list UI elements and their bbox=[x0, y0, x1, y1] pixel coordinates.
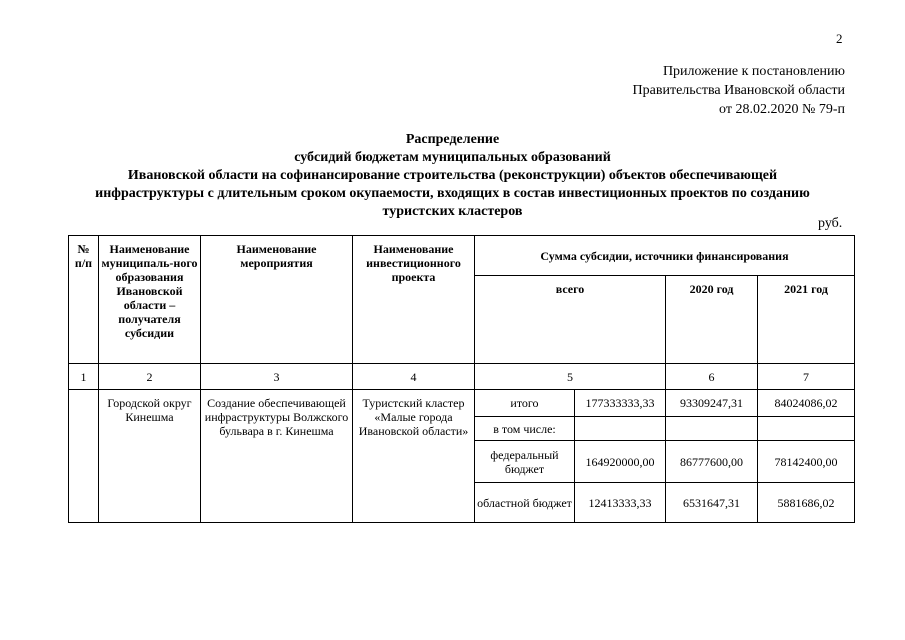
line-2020: 93309247,31 bbox=[666, 390, 758, 417]
column-number: 3 bbox=[201, 364, 353, 390]
column-number: 5 bbox=[475, 364, 666, 390]
appendix-block bbox=[633, 62, 845, 119]
line-label: в том числе: bbox=[475, 417, 575, 441]
header-project: Наименование инвестиционного проекта bbox=[353, 236, 475, 364]
subsidy-table bbox=[68, 235, 855, 523]
line-label: федеральный бюджет bbox=[475, 441, 575, 483]
header-row bbox=[69, 236, 855, 276]
appendix-line: от 28.02.2020 № 79-п bbox=[719, 102, 845, 117]
column-number: 7 bbox=[758, 364, 855, 390]
document-title bbox=[60, 131, 845, 221]
line-2020 bbox=[666, 417, 758, 441]
line-label: областной бюджет bbox=[475, 483, 575, 523]
table-row bbox=[69, 390, 855, 417]
municipality-cell: Городской округ Кинешма bbox=[99, 390, 201, 523]
title-line: туристских кластеров bbox=[382, 204, 523, 219]
line-total bbox=[575, 417, 666, 441]
header-total: всего bbox=[475, 276, 666, 364]
event-cell: Создание обеспечивающей инфраструктуры Волжского бульвара в г. Кинешма bbox=[201, 390, 353, 523]
line-2020: 86777600,00 bbox=[666, 441, 758, 483]
line-total: 12413333,33 bbox=[575, 483, 666, 523]
column-number: 6 bbox=[666, 364, 758, 390]
header-amount: Сумма субсидии, источники финансирования bbox=[475, 236, 855, 276]
title-line: инфраструктуры с длительным сроком окупаемости, входящих в состав инвестиционных проектов по созданию bbox=[95, 186, 810, 201]
page-number: 2 bbox=[836, 31, 843, 46]
line-2021: 78142400,00 bbox=[758, 441, 855, 483]
line-2021: 84024086,02 bbox=[758, 390, 855, 417]
currency-unit: руб. bbox=[818, 216, 843, 231]
title-line: Ивановской области на софинансирование строительства (реконструкции) объектов обеспечивающей bbox=[127, 168, 778, 183]
header-num: № п/п bbox=[69, 236, 99, 364]
column-number-row bbox=[69, 364, 855, 390]
appendix-line: Приложение к постановлению bbox=[662, 64, 845, 79]
title-line: Распределение bbox=[405, 132, 500, 147]
project-cell: Туристский кластер «Малые города Ивановской области» bbox=[353, 390, 475, 523]
line-label: итого bbox=[475, 390, 575, 417]
header-2021: 2021 год bbox=[758, 276, 855, 364]
column-number: 4 bbox=[353, 364, 475, 390]
line-2020: 6531647,31 bbox=[666, 483, 758, 523]
header-municipality: Наименование муниципаль-ного образования Ивановской области – получателя субсидии bbox=[99, 236, 201, 364]
line-total: 177333333,33 bbox=[575, 390, 666, 417]
line-2021: 5881686,02 bbox=[758, 483, 855, 523]
line-total: 164920000,00 bbox=[575, 441, 666, 483]
column-number: 2 bbox=[99, 364, 201, 390]
appendix-line: Правительства Ивановской области bbox=[632, 83, 845, 98]
header-2020: 2020 год bbox=[666, 276, 758, 364]
header-event: Наименование мероприятия bbox=[201, 236, 353, 364]
column-number: 1 bbox=[69, 364, 99, 390]
row-num-cell bbox=[69, 390, 99, 523]
title-line: субсидий бюджетам муниципальных образований bbox=[294, 150, 611, 165]
line-2021 bbox=[758, 417, 855, 441]
